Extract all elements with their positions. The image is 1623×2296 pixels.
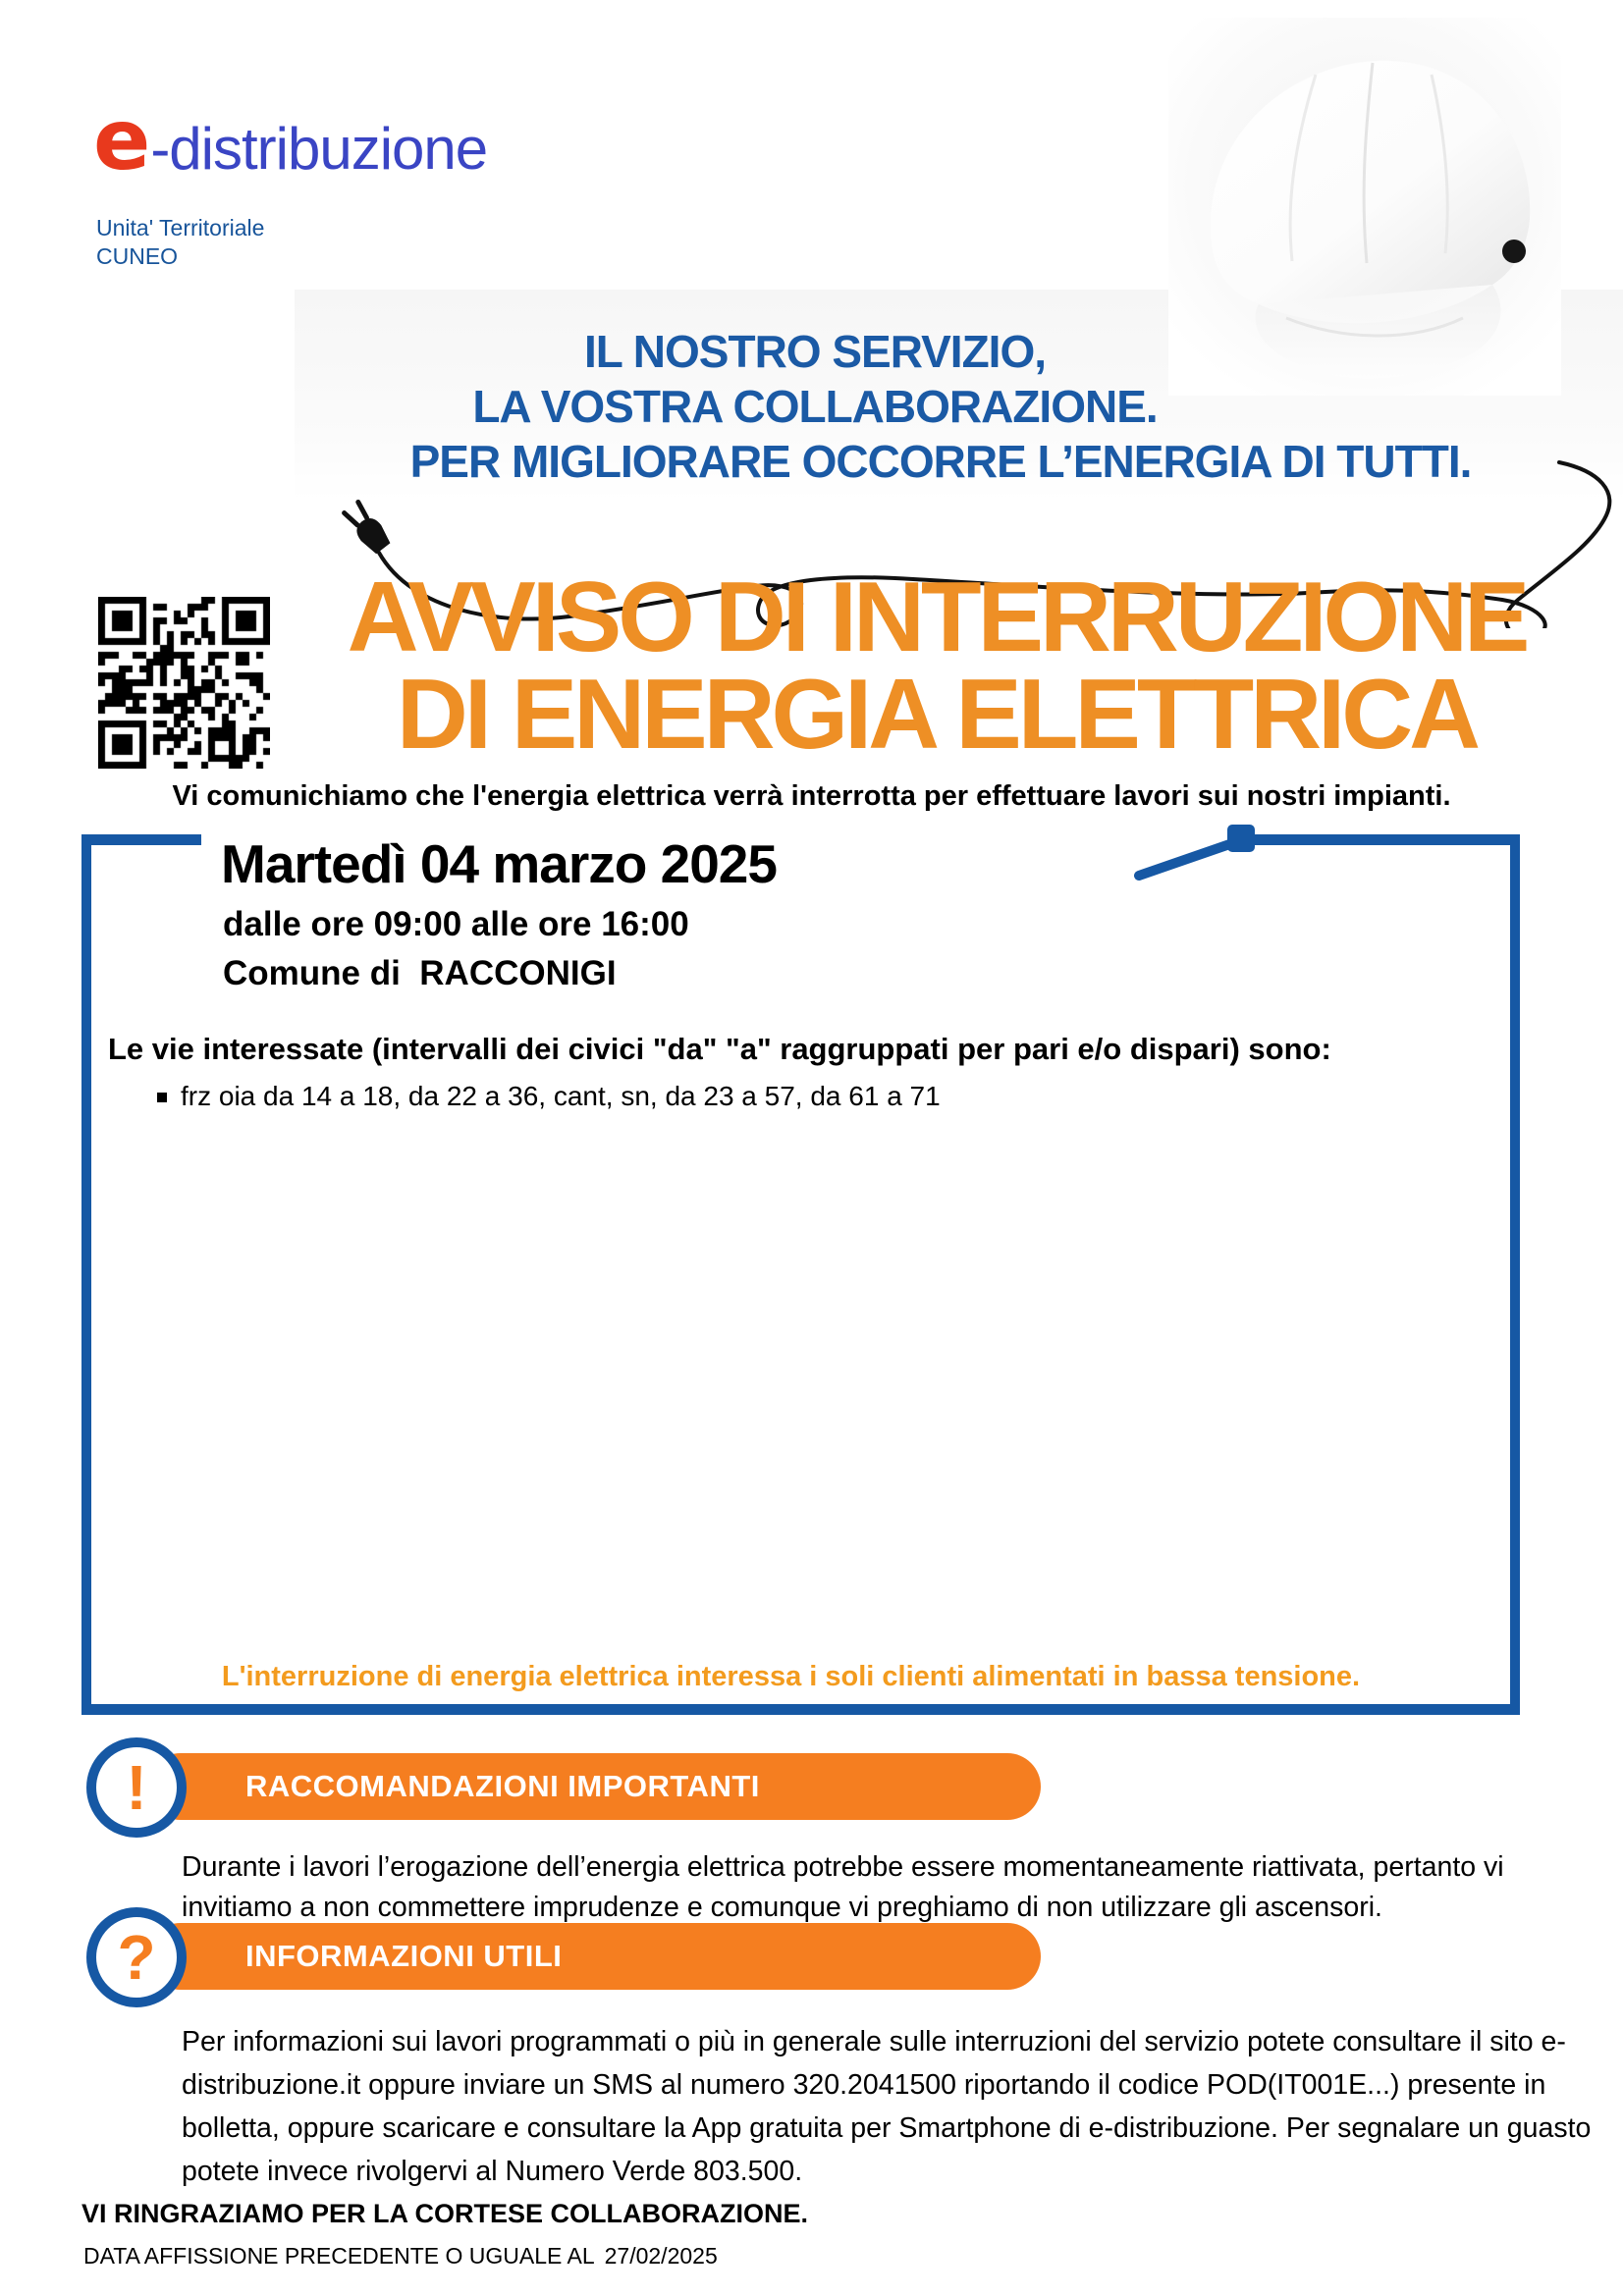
- exclamation-glyph: !: [126, 1752, 147, 1823]
- streets-list: [157, 1078, 941, 1115]
- slogan-line-2: LA VOSTRA COLLABORAZIONE.: [472, 381, 1158, 432]
- slogan: [177, 324, 1472, 489]
- posting-date-label: DATA AFFISSIONE PRECEDENTE O UGUALE AL: [83, 2243, 595, 2269]
- outage-hours: dalle ore 09:00 alle ore 16:00: [223, 905, 689, 943]
- page-title: [250, 562, 1623, 770]
- streets-heading: Le vie interessate (intervalli dei civici "da" "a" raggruppati per pari e/o dispari) sono:: [108, 1032, 1331, 1066]
- intro-text: Vi comunichiamo che l'energia elettrica verrà interrotta per effettuare lavori sui nostri impianti.: [172, 780, 1451, 812]
- question-glyph: ?: [117, 1922, 156, 1993]
- outage-date: Martedì 04 marzo 2025: [221, 833, 777, 894]
- territorial-unit: [96, 214, 264, 271]
- outage-comune: Comune di RACCONIGI: [223, 954, 617, 992]
- territorial-unit-city: CUNEO: [96, 243, 179, 269]
- territorial-unit-label: Unita' Territoriale: [96, 215, 265, 240]
- qr-code: [98, 597, 270, 769]
- brand-logo-e-icon: e: [93, 91, 151, 189]
- low-voltage-note: L'interruzione di energia elettrica interessa i soli clienti alimentati in bassa tensione.: [221, 1661, 1361, 1692]
- section-title: INFORMAZIONI UTILI: [245, 1939, 563, 1973]
- posting-date-line: [83, 2243, 718, 2269]
- slogan-line-3: PER MIGLIORARE OCCORRE L’ENERGIA DI TUTTI.: [409, 436, 1472, 487]
- exclamation-icon: [86, 1737, 187, 1838]
- brand-logo-text: -distribuzione: [150, 116, 488, 182]
- street-item: frz oia da 14 a 18, da 22 a 36, cant, sn, da 23 a 57, da 61 a 71: [157, 1078, 941, 1115]
- posting-date-value: 27/02/2025: [604, 2243, 718, 2269]
- thanks-line: VI RINGRAZIAMO PER LA CORTESE COLLABORAZIONE.: [81, 2199, 809, 2228]
- pen-mark-icon: [1129, 813, 1267, 891]
- raccomandazioni-text: Durante i lavori l’erogazione dell’energia elettrica potrebbe essere momentaneamente riattivata, pertanto vi invitiamo a non commettere imprudenze e comunque vi preghiamo di non utilizzare gli ascensori.: [182, 1851, 1504, 1923]
- plug-icon: [341, 500, 393, 557]
- section-banner-raccomandazioni: [147, 1753, 1041, 1820]
- question-icon: [86, 1907, 187, 2007]
- page-title-line-1: AVVISO DI INTERRUZIONE: [347, 562, 1527, 672]
- section-banner-informazioni: [147, 1923, 1041, 1990]
- brand-logo: [93, 91, 488, 189]
- outage-box-border-top-right: [1239, 834, 1520, 845]
- informazioni-text: Per informazioni sui lavori programmati o più in generale sulle interruzioni del servizio potete consultare il sito e-distribuzione.it oppure inviare un SMS al numero 320.2041500 riportando il codice POD(IT001E...) presente in bolletta, oppure scaricare e consultare la App gratuita per Smartphone di e-distribuzione. Per segnalare un guasto potete invece rivolgervi al Numero Verde 803.500.: [182, 2026, 1592, 2187]
- page-title-line-2: DI ENERGIA ELETTRICA: [396, 660, 1478, 770]
- slogan-line-1: IL NOSTRO SERVIZIO,: [583, 326, 1047, 377]
- outage-box-border-top-left: [81, 834, 201, 845]
- section-title: RACCOMANDAZIONI IMPORTANTI: [245, 1769, 760, 1803]
